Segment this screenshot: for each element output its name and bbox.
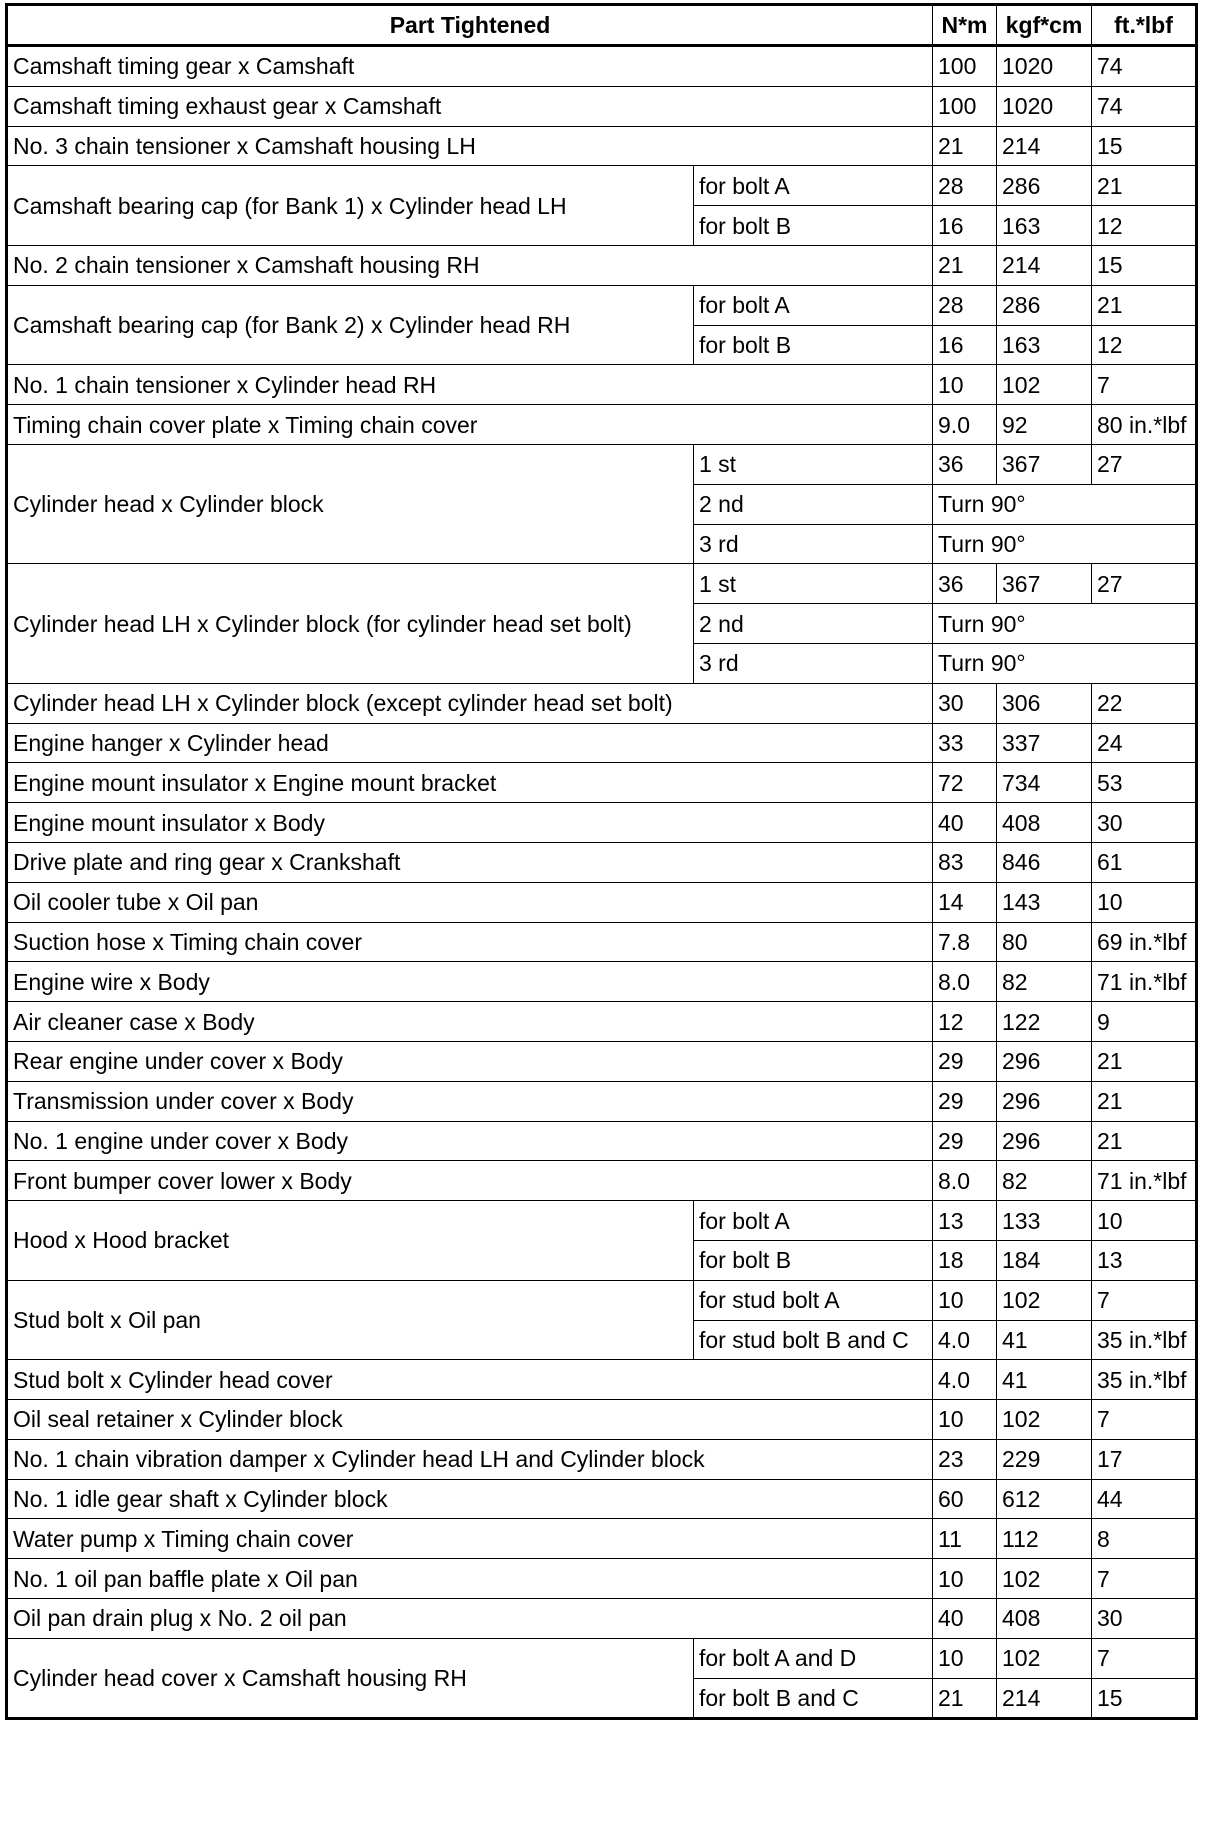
kgf-cm-cell: 1020 (997, 46, 1092, 87)
ft-lbf-cell: 74 (1092, 46, 1197, 87)
turn-angle-cell: Turn 90° (933, 604, 1197, 644)
header-nm: N*m (933, 5, 997, 46)
kgf-cm-cell: 337 (997, 723, 1092, 763)
part-cell: No. 1 chain vibration damper x Cylinder head LH and Cylinder block (7, 1439, 933, 1479)
kgf-cm-cell: 734 (997, 763, 1092, 803)
condition-cell: 2 nd (694, 604, 933, 644)
kgf-cm-cell: 102 (997, 1280, 1092, 1320)
table-row (7, 1599, 1197, 1639)
part-cell: Timing chain cover plate x Timing chain cover (7, 405, 933, 445)
part-cell: Camshaft timing exhaust gear x Camshaft (7, 86, 933, 126)
kgf-cm-cell: 286 (997, 285, 1092, 325)
nm-cell: 10 (933, 1638, 997, 1678)
part-cell: Oil cooler tube x Oil pan (7, 882, 933, 922)
part-cell: Front bumper cover lower x Body (7, 1161, 933, 1201)
nm-cell: 29 (933, 1081, 997, 1121)
kgf-cm-cell: 122 (997, 1002, 1092, 1042)
ft-lbf-cell: 80 in.*lbf (1092, 405, 1197, 445)
table-row (7, 444, 1197, 484)
part-cell: Engine mount insulator x Engine mount bracket (7, 763, 933, 803)
ft-lbf-cell: 21 (1092, 166, 1197, 206)
ft-lbf-cell: 12 (1092, 206, 1197, 246)
part-cell: Engine hanger x Cylinder head (7, 723, 933, 763)
table-row (7, 1002, 1197, 1042)
nm-cell: 8.0 (933, 962, 997, 1002)
ft-lbf-cell: 15 (1092, 126, 1197, 166)
ft-lbf-cell: 27 (1092, 444, 1197, 484)
kgf-cm-cell: 408 (997, 803, 1092, 843)
nm-cell: 28 (933, 166, 997, 206)
part-cell: Suction hose x Timing chain cover (7, 922, 933, 962)
nm-cell: 11 (933, 1519, 997, 1559)
ft-lbf-cell: 74 (1092, 86, 1197, 126)
part-cell: No. 1 idle gear shaft x Cylinder block (7, 1479, 933, 1519)
table-row (7, 1439, 1197, 1479)
condition-cell: 3 rd (694, 524, 933, 564)
kgf-cm-cell: 92 (997, 405, 1092, 445)
nm-cell: 33 (933, 723, 997, 763)
part-cell: Stud bolt x Cylinder head cover (7, 1360, 933, 1400)
kgf-cm-cell: 41 (997, 1360, 1092, 1400)
header-ft-lbf: ft.*lbf (1092, 5, 1197, 46)
ft-lbf-cell: 7 (1092, 365, 1197, 405)
part-cell: Water pump x Timing chain cover (7, 1519, 933, 1559)
kgf-cm-cell: 102 (997, 1559, 1092, 1599)
part-cell: Camshaft bearing cap (for Bank 1) x Cylinder head LH (7, 166, 694, 246)
table-row (7, 245, 1197, 285)
ft-lbf-cell: 35 in.*lbf (1092, 1320, 1197, 1360)
nm-cell: 83 (933, 842, 997, 882)
ft-lbf-cell: 35 in.*lbf (1092, 1360, 1197, 1400)
kgf-cm-cell: 296 (997, 1041, 1092, 1081)
table-body (7, 46, 1197, 1719)
nm-cell: 40 (933, 1599, 997, 1639)
condition-cell: for bolt B (694, 206, 933, 246)
kgf-cm-cell: 41 (997, 1320, 1092, 1360)
ft-lbf-cell: 9 (1092, 1002, 1197, 1042)
table-row (7, 1638, 1197, 1678)
kgf-cm-cell: 80 (997, 922, 1092, 962)
condition-cell: for bolt A (694, 1201, 933, 1241)
nm-cell: 8.0 (933, 1161, 997, 1201)
nm-cell: 100 (933, 86, 997, 126)
ft-lbf-cell: 21 (1092, 1081, 1197, 1121)
nm-cell: 21 (933, 1678, 997, 1719)
table-row (7, 842, 1197, 882)
nm-cell: 30 (933, 683, 997, 723)
part-cell: Camshaft bearing cap (for Bank 2) x Cylinder head RH (7, 285, 694, 365)
ft-lbf-cell: 8 (1092, 1519, 1197, 1559)
kgf-cm-cell: 408 (997, 1599, 1092, 1639)
nm-cell: 100 (933, 46, 997, 87)
nm-cell: 36 (933, 444, 997, 484)
ft-lbf-cell: 7 (1092, 1638, 1197, 1678)
kgf-cm-cell: 184 (997, 1240, 1092, 1280)
ft-lbf-cell: 61 (1092, 842, 1197, 882)
table-row (7, 1360, 1197, 1400)
part-cell: Rear engine under cover x Body (7, 1041, 933, 1081)
ft-lbf-cell: 21 (1092, 1121, 1197, 1161)
ft-lbf-cell: 13 (1092, 1240, 1197, 1280)
nm-cell: 9.0 (933, 405, 997, 445)
kgf-cm-cell: 214 (997, 126, 1092, 166)
table-row (7, 405, 1197, 445)
table-row (7, 1559, 1197, 1599)
kgf-cm-cell: 286 (997, 166, 1092, 206)
condition-cell: for bolt A (694, 285, 933, 325)
nm-cell: 21 (933, 245, 997, 285)
condition-cell: for stud bolt B and C (694, 1320, 933, 1360)
part-cell: Cylinder head LH x Cylinder block (for cylinder head set bolt) (7, 564, 694, 683)
condition-cell: for stud bolt A (694, 1280, 933, 1320)
ft-lbf-cell: 21 (1092, 285, 1197, 325)
table-row (7, 922, 1197, 962)
ft-lbf-cell: 24 (1092, 723, 1197, 763)
ft-lbf-cell: 69 in.*lbf (1092, 922, 1197, 962)
condition-cell: 2 nd (694, 484, 933, 524)
ft-lbf-cell: 71 in.*lbf (1092, 1161, 1197, 1201)
header-part-tightened: Part Tightened (7, 5, 933, 46)
part-cell: Oil pan drain plug x No. 2 oil pan (7, 1599, 933, 1639)
ft-lbf-cell: 7 (1092, 1559, 1197, 1599)
table-row (7, 1519, 1197, 1559)
table-row (7, 166, 1197, 206)
ft-lbf-cell: 53 (1092, 763, 1197, 803)
condition-cell: 1 st (694, 444, 933, 484)
kgf-cm-cell: 214 (997, 245, 1092, 285)
ft-lbf-cell: 7 (1092, 1400, 1197, 1440)
nm-cell: 16 (933, 206, 997, 246)
condition-cell: for bolt B (694, 1240, 933, 1280)
nm-cell: 72 (933, 763, 997, 803)
nm-cell: 18 (933, 1240, 997, 1280)
nm-cell: 4.0 (933, 1320, 997, 1360)
nm-cell: 23 (933, 1439, 997, 1479)
nm-cell: 10 (933, 1280, 997, 1320)
torque-specification-table (5, 3, 1198, 1720)
part-cell: Hood x Hood bracket (7, 1201, 694, 1281)
table-row (7, 1479, 1197, 1519)
ft-lbf-cell: 7 (1092, 1280, 1197, 1320)
part-cell: No. 1 engine under cover x Body (7, 1121, 933, 1161)
table-row (7, 86, 1197, 126)
condition-cell: for bolt B (694, 325, 933, 365)
kgf-cm-cell: 102 (997, 1638, 1092, 1678)
part-cell: Engine mount insulator x Body (7, 803, 933, 843)
kgf-cm-cell: 112 (997, 1519, 1092, 1559)
nm-cell: 21 (933, 126, 997, 166)
ft-lbf-cell: 27 (1092, 564, 1197, 604)
kgf-cm-cell: 229 (997, 1439, 1092, 1479)
kgf-cm-cell: 82 (997, 1161, 1092, 1201)
nm-cell: 12 (933, 1002, 997, 1042)
ft-lbf-cell: 10 (1092, 882, 1197, 922)
table-row (7, 1400, 1197, 1440)
table-row (7, 683, 1197, 723)
part-cell: Engine wire x Body (7, 962, 933, 1002)
nm-cell: 10 (933, 1400, 997, 1440)
nm-cell: 16 (933, 325, 997, 365)
kgf-cm-cell: 163 (997, 206, 1092, 246)
table-row (7, 1081, 1197, 1121)
ft-lbf-cell: 12 (1092, 325, 1197, 365)
ft-lbf-cell: 15 (1092, 245, 1197, 285)
ft-lbf-cell: 10 (1092, 1201, 1197, 1241)
kgf-cm-cell: 214 (997, 1678, 1092, 1719)
ft-lbf-cell: 22 (1092, 683, 1197, 723)
kgf-cm-cell: 296 (997, 1121, 1092, 1161)
kgf-cm-cell: 846 (997, 842, 1092, 882)
condition-cell: 3 rd (694, 643, 933, 683)
table-row (7, 1201, 1197, 1241)
table-row (7, 763, 1197, 803)
kgf-cm-cell: 367 (997, 564, 1092, 604)
nm-cell: 29 (933, 1121, 997, 1161)
part-cell: No. 3 chain tensioner x Camshaft housing LH (7, 126, 933, 166)
table-row (7, 882, 1197, 922)
condition-cell: for bolt B and C (694, 1678, 933, 1719)
table-row (7, 962, 1197, 1002)
part-cell: Air cleaner case x Body (7, 1002, 933, 1042)
nm-cell: 28 (933, 285, 997, 325)
turn-angle-cell: Turn 90° (933, 524, 1197, 564)
kgf-cm-cell: 1020 (997, 86, 1092, 126)
part-cell: Cylinder head cover x Camshaft housing RH (7, 1638, 694, 1719)
nm-cell: 7.8 (933, 922, 997, 962)
part-cell: Camshaft timing gear x Camshaft (7, 46, 933, 87)
kgf-cm-cell: 306 (997, 683, 1092, 723)
kgf-cm-cell: 612 (997, 1479, 1092, 1519)
header-row (7, 5, 1197, 46)
part-cell: Cylinder head x Cylinder block (7, 444, 694, 563)
kgf-cm-cell: 82 (997, 962, 1092, 1002)
part-cell: Cylinder head LH x Cylinder block (except cylinder head set bolt) (7, 683, 933, 723)
kgf-cm-cell: 296 (997, 1081, 1092, 1121)
nm-cell: 40 (933, 803, 997, 843)
nm-cell: 36 (933, 564, 997, 604)
condition-cell: for bolt A (694, 166, 933, 206)
ft-lbf-cell: 15 (1092, 1678, 1197, 1719)
part-cell: Oil seal retainer x Cylinder block (7, 1400, 933, 1440)
part-cell: Transmission under cover x Body (7, 1081, 933, 1121)
part-cell: Stud bolt x Oil pan (7, 1280, 694, 1360)
part-cell: Drive plate and ring gear x Crankshaft (7, 842, 933, 882)
table-row (7, 285, 1197, 325)
table-row (7, 46, 1197, 87)
header-kgf-cm: kgf*cm (997, 5, 1092, 46)
table-row (7, 564, 1197, 604)
table-row (7, 1121, 1197, 1161)
table-row (7, 365, 1197, 405)
nm-cell: 10 (933, 365, 997, 405)
part-cell: No. 2 chain tensioner x Camshaft housing RH (7, 245, 933, 285)
turn-angle-cell: Turn 90° (933, 484, 1197, 524)
nm-cell: 29 (933, 1041, 997, 1081)
table-row (7, 1161, 1197, 1201)
kgf-cm-cell: 163 (997, 325, 1092, 365)
ft-lbf-cell: 71 in.*lbf (1092, 962, 1197, 1002)
table-row (7, 803, 1197, 843)
kgf-cm-cell: 102 (997, 1400, 1092, 1440)
table-row (7, 723, 1197, 763)
ft-lbf-cell: 30 (1092, 1599, 1197, 1639)
table-row (7, 1280, 1197, 1320)
ft-lbf-cell: 17 (1092, 1439, 1197, 1479)
part-cell: No. 1 oil pan baffle plate x Oil pan (7, 1559, 933, 1599)
turn-angle-cell: Turn 90° (933, 643, 1197, 683)
kgf-cm-cell: 143 (997, 882, 1092, 922)
condition-cell: for bolt A and D (694, 1638, 933, 1678)
kgf-cm-cell: 133 (997, 1201, 1092, 1241)
ft-lbf-cell: 21 (1092, 1041, 1197, 1081)
nm-cell: 4.0 (933, 1360, 997, 1400)
table-row (7, 1041, 1197, 1081)
table-row (7, 126, 1197, 166)
nm-cell: 13 (933, 1201, 997, 1241)
kgf-cm-cell: 102 (997, 365, 1092, 405)
kgf-cm-cell: 367 (997, 444, 1092, 484)
part-cell: No. 1 chain tensioner x Cylinder head RH (7, 365, 933, 405)
nm-cell: 60 (933, 1479, 997, 1519)
nm-cell: 10 (933, 1559, 997, 1599)
ft-lbf-cell: 30 (1092, 803, 1197, 843)
condition-cell: 1 st (694, 564, 933, 604)
nm-cell: 14 (933, 882, 997, 922)
ft-lbf-cell: 44 (1092, 1479, 1197, 1519)
